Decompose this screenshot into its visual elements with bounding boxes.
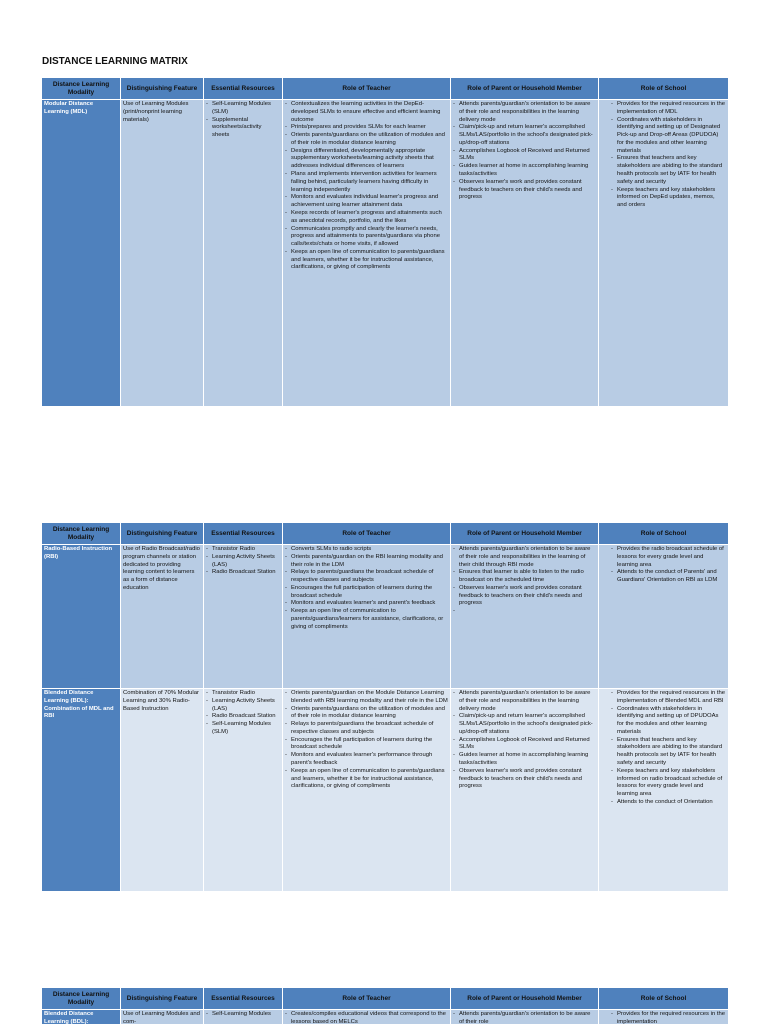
parent-role-item: - Claim/pick-up and return learner's accomplished SLMs/LAS/portfolio in the school's designated pick-up/drop-off stations [453,124,596,147]
resource-item: - Learning Activity Sheets (LAS) [206,554,280,570]
feature-cell: Use of Radio Broadcast/radio program channels or station dedicated to providing learning content to learners as a form of distance education [121,545,204,689]
teacher-role-cell [283,100,451,407]
resources-cell [204,545,283,689]
parent-role-item: - Observes learner's work and provides constant feedback to teachers on their child's needs and progress [453,585,596,608]
school-role-item: - Attends to the conduct of Parents' and Guardians' Orientation on RBI as LDM [611,569,726,585]
school-role-item: - Coordinates with stakeholders in identifying and setting up of Designated Pick-up and Drop-off Areas (DPUDOA) for the modules and other learning materials [611,117,726,156]
teacher-role-item: - Encourages the full participation of learners during the broadcast schedule [285,585,448,601]
header-modality: Distance Learning Modality [42,523,121,545]
teacher-role-item: - Orients parents/guardians on the utilization of modules and of their role in modular distance learning [285,132,448,148]
parent-role-item-list [453,546,596,608]
matrix-table-3 [41,987,728,1024]
resource-item-list [206,546,280,577]
school-role-cell [599,1010,729,1024]
parent-role-item: - Attends parents/guardian's orientation to be aware of their role [453,1011,596,1024]
teacher-role-item: - Monitors and evaluates learner's and parent's feedback [285,600,448,608]
parent-role-item: - Observes learner's work and provides constant feedback to teachers on their child's needs and progress [453,179,596,202]
header-role-of-school: Role of School [599,988,729,1010]
feature-cell: Use of Learning Modules and com- [121,1010,204,1024]
matrix-table-2 [41,522,728,892]
header-role-of-teacher: Role of Teacher [283,523,451,545]
resource-item-list [206,1011,280,1019]
parent-role-item: - Attends parents/guardian's orientation to be aware of their role and responsibilities in the learning delivery mode [453,690,596,713]
parent-role-cell [451,100,599,407]
feature-cell: Use of Learning Modules (print/nonprint learning materials) [121,100,204,407]
header-row [42,523,729,545]
header-role-of-parent: Role of Parent or Household Member [451,78,599,100]
resource-item: - Self-Learning Modules [206,1011,280,1019]
parent-role-item: - Observes learner's work and provides constant feedback to teachers on their child's needs and progress [453,768,596,791]
teacher-role-item: - Converts SLMs to radio scripts [285,546,448,554]
resource-item: - Transistor Radio [206,690,280,698]
header-role-of-teacher: Role of Teacher [283,78,451,100]
modality-cell: Blended Distance Learning (BDL): [42,1010,121,1024]
teacher-role-item: - Encourages the full participation of learners during the broadcast schedule [285,737,448,753]
teacher-role-item: - Monitors and evaluates learner's performance through parent's feedback [285,752,448,768]
parent-role-item: - Accomplishes Logbook of Received and Returned SLMs [453,148,596,164]
teacher-role-item: - Keeps an open line of communication to parents/guardians/learners for assistance, clarifications, or giving of compliments [285,608,448,631]
teacher-role-item: - Communicates promptly and clearly the learner's needs, progress and attainments to parents/guardians via phone calls/texts/chats or home visits, if allowed [285,226,448,249]
modality-cell: Modular Distance Learning (MDL) [42,100,121,407]
teacher-role-item: - Keeps an open line of communication to parents/guardians and learners, whether it be for instructional assistance, clarifications, or giving of compliments [285,768,448,791]
parent-role-item: - Ensures that learner is able to listen to the radio broadcast on the scheduled time [453,569,596,585]
table-row [42,689,729,892]
teacher-role-item-list [285,690,448,791]
teacher-role-cell [283,689,451,892]
parent-role-cell [451,689,599,892]
table-row [42,545,729,689]
header-distinguishing-feature: Distinguishing Feature [121,78,204,100]
resource-item-list [206,690,280,737]
resource-item: - Transistor Radio [206,546,280,554]
header-role-of-school: Role of School [599,78,729,100]
header-row [42,988,729,1010]
school-role-item-list [601,546,726,585]
resource-item: - Self-Learning Modules (SLM) [206,721,280,737]
parent-role-cell [451,1010,599,1024]
resource-item: - Radio Broadcast Station [206,713,280,721]
teacher-role-item: - Keeps an open line of communication to parents/guardians and learners, whether it be for instructional assistance, clarifications, or giving of compliments [285,249,448,272]
teacher-role-item: - Contextualizes the learning activities in the DepEd-developed SLMs to ensure effective and efficient learning outcome [285,101,448,124]
header-modality: Distance Learning Modality [42,988,121,1010]
resources-cell [204,1010,283,1024]
school-role-item-list [601,1011,726,1024]
feature-cell: Combination of 70% Modular Learning and 30% Radio-Based Instruction [121,689,204,892]
teacher-role-item: - Monitors and evaluates individual learner's progress and achievement using learner attainment data [285,194,448,210]
modality-cell: Blended Distance Learning (BDL): Combination of MDL and RBI [42,689,121,892]
parent-role-item: - Accomplishes Logbook of Received and Returned SLMs [453,737,596,753]
teacher-role-item: - Creates/compiles educational videos that correspond to the lessons based on MELCs [285,1011,448,1024]
teacher-role-item: - Relays to parents/guardians the broadcast schedule of respective classes and subjects [285,569,448,585]
parent-role-item: - Guides learner at home in accomplishing learning tasks/activities [453,163,596,179]
resources-cell [204,689,283,892]
school-role-item: - Provides for the required resources in the implementation of MDL [611,101,726,117]
header-role-of-parent: Role of Parent or Household Member [451,988,599,1010]
school-role-cell [599,100,729,407]
school-role-item: - Ensures that teachers and key stakeholders are abiding to the standard health protocols set by IATF for health safety and security [611,155,726,186]
parent-role-item-list [453,101,596,202]
school-role-item: - Ensures that teachers and key stakeholders are abiding to the standard health protocols set by IATF for health safety and security [611,737,726,768]
header-essential-resources: Essential Resources [204,523,283,545]
teacher-role-item: - Relays to parents/guardians the broadcast schedule of respective classes and subjects [285,721,448,737]
resource-item-list [206,101,280,140]
parent-role-item: - Attends parents/guardian's orientation to be aware of their role and responsibilities in the learning delivery mode [453,101,596,124]
school-role-item: - Keeps teachers and key stakeholders informed on radio broadcast schedule of lessons for every grade level and learning area [611,768,726,799]
resource-item: - Supplemental worksheets/activity sheets [206,117,280,140]
school-role-item-list [601,690,726,807]
teacher-role-item-list [285,546,448,632]
matrix-table-1 [41,77,728,407]
school-role-item: - Keeps teachers and key stakeholders informed on DepEd updates, memos, and orders [611,187,726,210]
table-row [42,1010,729,1024]
teacher-role-item-list [285,1011,448,1024]
parent-role-item: - Guides learner at home in accomplishing learning tasks/activities [453,752,596,768]
resource-item: - Learning Activity Sheets (LAS) [206,698,280,714]
modality-cell: Radio-Based Instruction (RBI) [42,545,121,689]
header-role-of-parent: Role of Parent or Household Member [451,523,599,545]
school-role-cell [599,545,729,689]
school-role-item: - Provides for the required resources in the implementation [611,1011,726,1024]
parent-role-item-list [453,690,596,791]
table-row [42,100,729,407]
teacher-role-item: - Plans and implements intervention activities for learners falling behind, particularly learners having difficulty in learning independently [285,171,448,194]
teacher-role-item: - Prints/prepares and provides SLMs for each learner [285,124,448,132]
header-essential-resources: Essential Resources [204,988,283,1010]
header-modality: Distance Learning Modality [42,78,121,100]
teacher-role-item: - Orients parents/guardians on the utilization of modules and of their role in modular distance learning [285,706,448,722]
school-role-item-list [601,101,726,210]
teacher-role-item: - Orients parents/guardian on the Module Distance Learning blended with RBI learning modality and their role in the LDM [285,690,448,706]
teacher-role-item: - Designs differentiated, developmentally appropriate supplementary worksheets/learning activity sheets that addresses individual differences of learners [285,148,448,171]
header-distinguishing-feature: Distinguishing Feature [121,988,204,1010]
resource-item: - Self-Learning Modules (SLM) [206,101,280,117]
teacher-role-item: - Keeps records of learner's progress and attainments such as anecdotal records, portfolio, and the likes [285,210,448,226]
header-distinguishing-feature: Distinguishing Feature [121,523,204,545]
school-role-item: - Coordinates with stakeholders in identifying and setting up of DPUDOAs for the modules and other learning materials [611,706,726,737]
parent-role-item: - Claim/pick-up and return learner's accomplished SLMs/LAS/portfolio in the school's designated pick-up/drop-off stations [453,713,596,736]
parent-role-item: - Attends parents/guardian's orientation to be aware of their role and responsibilities in the learning of their child through RBI mode [453,546,596,569]
teacher-role-item: - Orients parents/guardian on the RBI learning modality and their role in the LDM [285,554,448,570]
header-essential-resources: Essential Resources [204,78,283,100]
header-row [42,78,729,100]
teacher-role-cell [283,545,451,689]
school-role-item: - Provides the radio broadcast schedule of lessons for every grade level and learning area [611,546,726,569]
resource-item: - Radio Broadcast Station [206,569,280,577]
school-role-cell [599,689,729,892]
teacher-role-item-list [285,101,448,272]
document-title: DISTANCE LEARNING MATRIX [42,56,188,67]
resources-cell [204,100,283,407]
school-role-item: - Attends to the conduct of Orientation [611,799,726,807]
school-role-item: - Provides for the required resources in the implementation of Blended MDL and RBI [611,690,726,706]
header-role-of-school: Role of School [599,523,729,545]
parent-role-item-list [453,1011,596,1024]
header-role-of-teacher: Role of Teacher [283,988,451,1010]
parent-role-cell [451,545,599,689]
teacher-role-cell [283,1010,451,1024]
